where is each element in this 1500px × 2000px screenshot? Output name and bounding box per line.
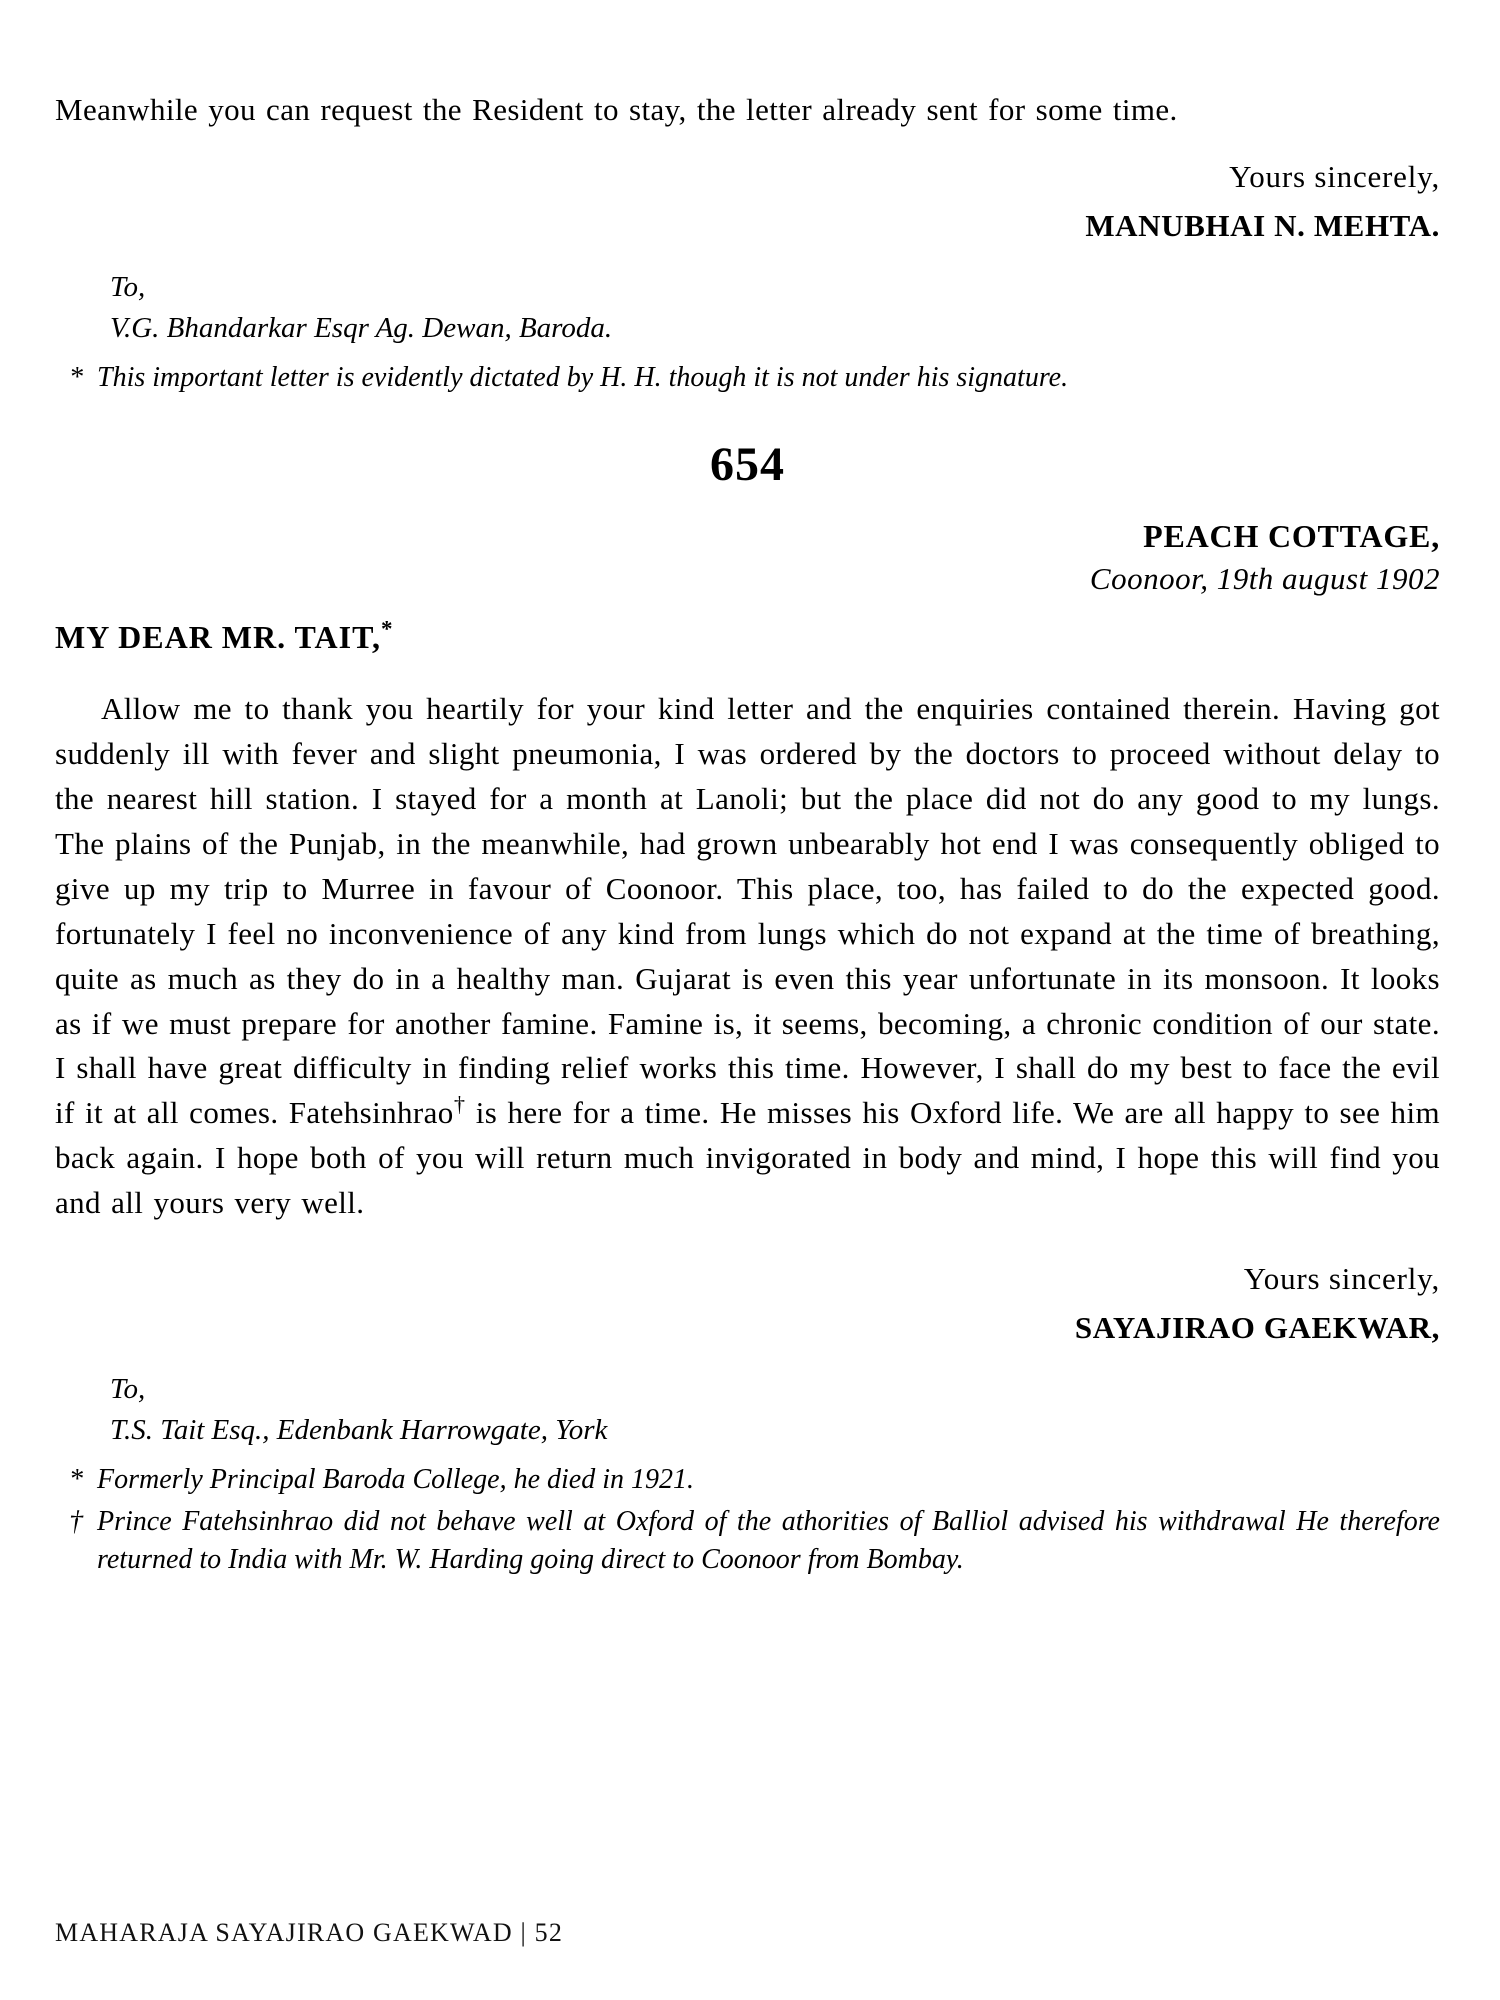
continued-letter-address xyxy=(110,267,1440,349)
letter-address xyxy=(110,1369,1440,1451)
letter-closing: Yours sincerly, xyxy=(1243,1261,1440,1297)
letter-date: Coonoor, 19th august 1902 xyxy=(1089,560,1440,596)
footnote xyxy=(55,1503,1440,1579)
footnote-text: Formerly Principal Baroda College, he died in 1921. xyxy=(97,1464,694,1496)
page-footer: MAHARAJA SAYAJIRAO GAEKWAD | 52 xyxy=(55,1918,564,1947)
letter-signoff xyxy=(55,1257,1440,1351)
letter-body-footnote-marker: † xyxy=(453,1092,466,1118)
footnote-marker: † xyxy=(69,1506,83,1538)
continued-letter-signature: MANUBHAI N. MEHTA. xyxy=(1085,207,1440,243)
footnote xyxy=(55,359,1440,397)
continued-letter-footnotes xyxy=(55,359,1440,397)
continued-letter-signoff xyxy=(55,155,1440,249)
footnote xyxy=(55,1461,1440,1499)
letter-body-part-2: is here for a time. He misses his Oxford life. We are all happy to see him back again. I hope both of you will return much invigorated in body and mind, I hope this will find you and all yours very well. xyxy=(55,1095,1440,1221)
letter-address-label: To, xyxy=(110,1373,146,1406)
letter-body-part-1: Allow me to thank you heartily for your kind letter and the enquiries contained therein. Having got suddenly ill with fever and slight pneumonia, I was ordered by the doctors to proceed without delay to the nearest hill station. I stayed for a month at Lanoli; but the place did not do any good to my lungs. The plains of the Punjab, in the meanwhile, had grown unbearably hot end I was consequently obliged to give up my trip to Murree in favour of Coonoor. This place, too, has failed to do the expected good. fortunately I feel no inconvenience of any kind from lungs which do not expand at the time of breathing, quite as much as they do in a healthy man. Gujarat is even this year unfortunate in its monsoon. It looks as if we must prepare for another famine. Famine is, it seems, becoming, a chronic condition of our state. I shall have great difficulty in finding relief works this time. However, I shall do my best to face the evil if it at all comes. Fatehsinhrao xyxy=(55,690,1440,1131)
continued-letter-closing: Yours sincerely, xyxy=(1229,158,1440,194)
letter-footnotes xyxy=(55,1461,1440,1578)
letter-place: PEACH COTTAGE, xyxy=(1143,517,1440,554)
footnote-marker: * xyxy=(69,362,83,394)
continued-letter-section xyxy=(55,88,1440,397)
continued-letter-address-label: To, xyxy=(110,270,146,303)
continued-letter-paragraph: Meanwhile you can request the Resident to stay, the letter already sent for some time. xyxy=(55,92,1178,127)
letter-number: 654 xyxy=(710,437,785,491)
letter-signature: SAYAJIRAO GAEKWAR, xyxy=(1074,1310,1440,1346)
footnote-text: Prince Fatehsinhrao did not behave well at Oxford of the athorities of Balliol advised his withdrawal He therefore returned to India with Mr. W. Harding going direct to Coonoor from Bombay. xyxy=(97,1506,1440,1576)
letter-section xyxy=(55,437,1440,1579)
letter-salutation-footnote-marker: * xyxy=(381,615,394,642)
letter-salutation-text: MY DEAR MR. TAIT, xyxy=(55,618,382,655)
footnote-marker: * xyxy=(69,1464,83,1496)
continued-letter-address-recipient: V.G. Bhandarkar Esqr Ag. Dewan, Baroda. xyxy=(110,311,613,344)
footnote-text: This important letter is evidently dictated by H. H. though it is not under his signature. xyxy=(97,362,1069,394)
letter-address-recipient: T.S. Tait Esq., Edenbank Harrowgate, York xyxy=(110,1414,608,1447)
letter-salutation xyxy=(55,615,1440,656)
letter-body xyxy=(55,687,1440,1226)
